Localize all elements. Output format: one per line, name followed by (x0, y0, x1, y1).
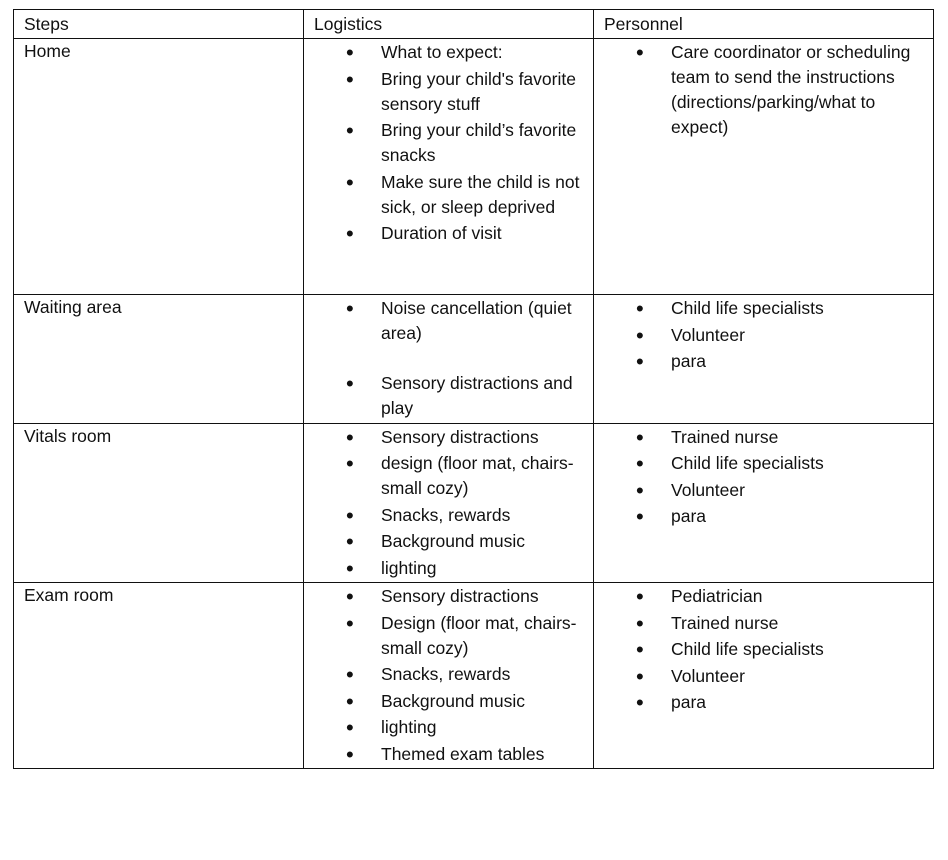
logistics-list-vitals-room (314, 424, 585, 581)
logistics-cell (304, 39, 594, 295)
personnel-cell (594, 423, 934, 583)
list-item: • Themed exam tables (314, 742, 585, 767)
list-item: • Bring your child's favorite sensory stuff (314, 67, 585, 117)
table-row-exam-room (14, 583, 934, 769)
step-cell (14, 295, 304, 424)
personnel-list-exam-room (604, 583, 925, 715)
list-item: • Snacks, rewards (314, 503, 585, 528)
step-cell (14, 423, 304, 583)
personnel-list-home (604, 39, 925, 140)
table-row-home (14, 39, 934, 295)
personnel-cell (594, 39, 934, 295)
list-item: • Make sure the child is not sick, or sleep deprived (314, 170, 585, 220)
list-item: • Design (floor mat, chairs-small cozy) (314, 611, 585, 661)
list-item: • Background music (314, 529, 585, 554)
header-logistics: Logistics (304, 10, 594, 39)
step-label-waiting-area: Waiting area (24, 297, 122, 317)
list-item: • Snacks, rewards (314, 662, 585, 687)
table-row-waiting-area (14, 295, 934, 424)
header-personnel: Personnel (594, 10, 934, 39)
list-item: • Noise cancellation (quiet area) (314, 296, 585, 346)
logistics-list-waiting-area (314, 295, 585, 421)
list-item: • Trained nurse (604, 611, 925, 636)
list-item: • Duration of visit (314, 221, 585, 246)
list-item: • Child life specialists (604, 637, 925, 662)
list-item: • Volunteer (604, 323, 925, 348)
list-item: • para (604, 690, 925, 715)
logistics-cell (304, 295, 594, 424)
list-item: • para (604, 504, 925, 529)
list-item: • Sensory distractions (314, 584, 585, 609)
list-item: • What to expect: (314, 40, 585, 65)
list-item: • Background music (314, 689, 585, 714)
list-item: • Sensory distractions and play (314, 371, 585, 421)
personnel-cell (594, 583, 934, 769)
logistics-cell (304, 583, 594, 769)
list-item: • Pediatrician (604, 584, 925, 609)
care-steps-table (13, 9, 934, 769)
logistics-list-home (314, 39, 585, 246)
step-label-home: Home (24, 41, 71, 61)
personnel-list-vitals-room (604, 424, 925, 530)
header-steps: Steps (14, 10, 304, 39)
list-item: • Care coordinator or scheduling team to send the instructions (directions/parking/what to expect) (604, 40, 925, 140)
list-item: • Volunteer (604, 478, 925, 503)
step-label-vitals-room: Vitals room (24, 425, 112, 446)
logistics-list-exam-room (314, 583, 585, 767)
step-label-exam-room: Exam room (24, 585, 114, 605)
list-item: • Child life specialists (604, 451, 925, 476)
list-item: • Trained nurse (604, 425, 925, 450)
list-item: • Volunteer (604, 664, 925, 689)
logistics-cell (304, 423, 594, 583)
list-item: • Child life specialists (604, 296, 925, 321)
table-row-vitals-room (14, 423, 934, 583)
header-row (14, 10, 934, 39)
personnel-list-waiting-area (604, 295, 925, 374)
step-cell (14, 39, 304, 295)
step-cell (14, 583, 304, 769)
list-item: • Sensory distractions (314, 425, 585, 450)
list-item: • Bring your child’s favorite snacks (314, 118, 585, 168)
list-item: • lighting (314, 556, 585, 581)
personnel-cell (594, 295, 934, 424)
list-item: • para (604, 349, 925, 374)
list-item: • lighting (314, 715, 585, 740)
list-item: • design (floor mat, chairs-small cozy) (314, 451, 585, 501)
